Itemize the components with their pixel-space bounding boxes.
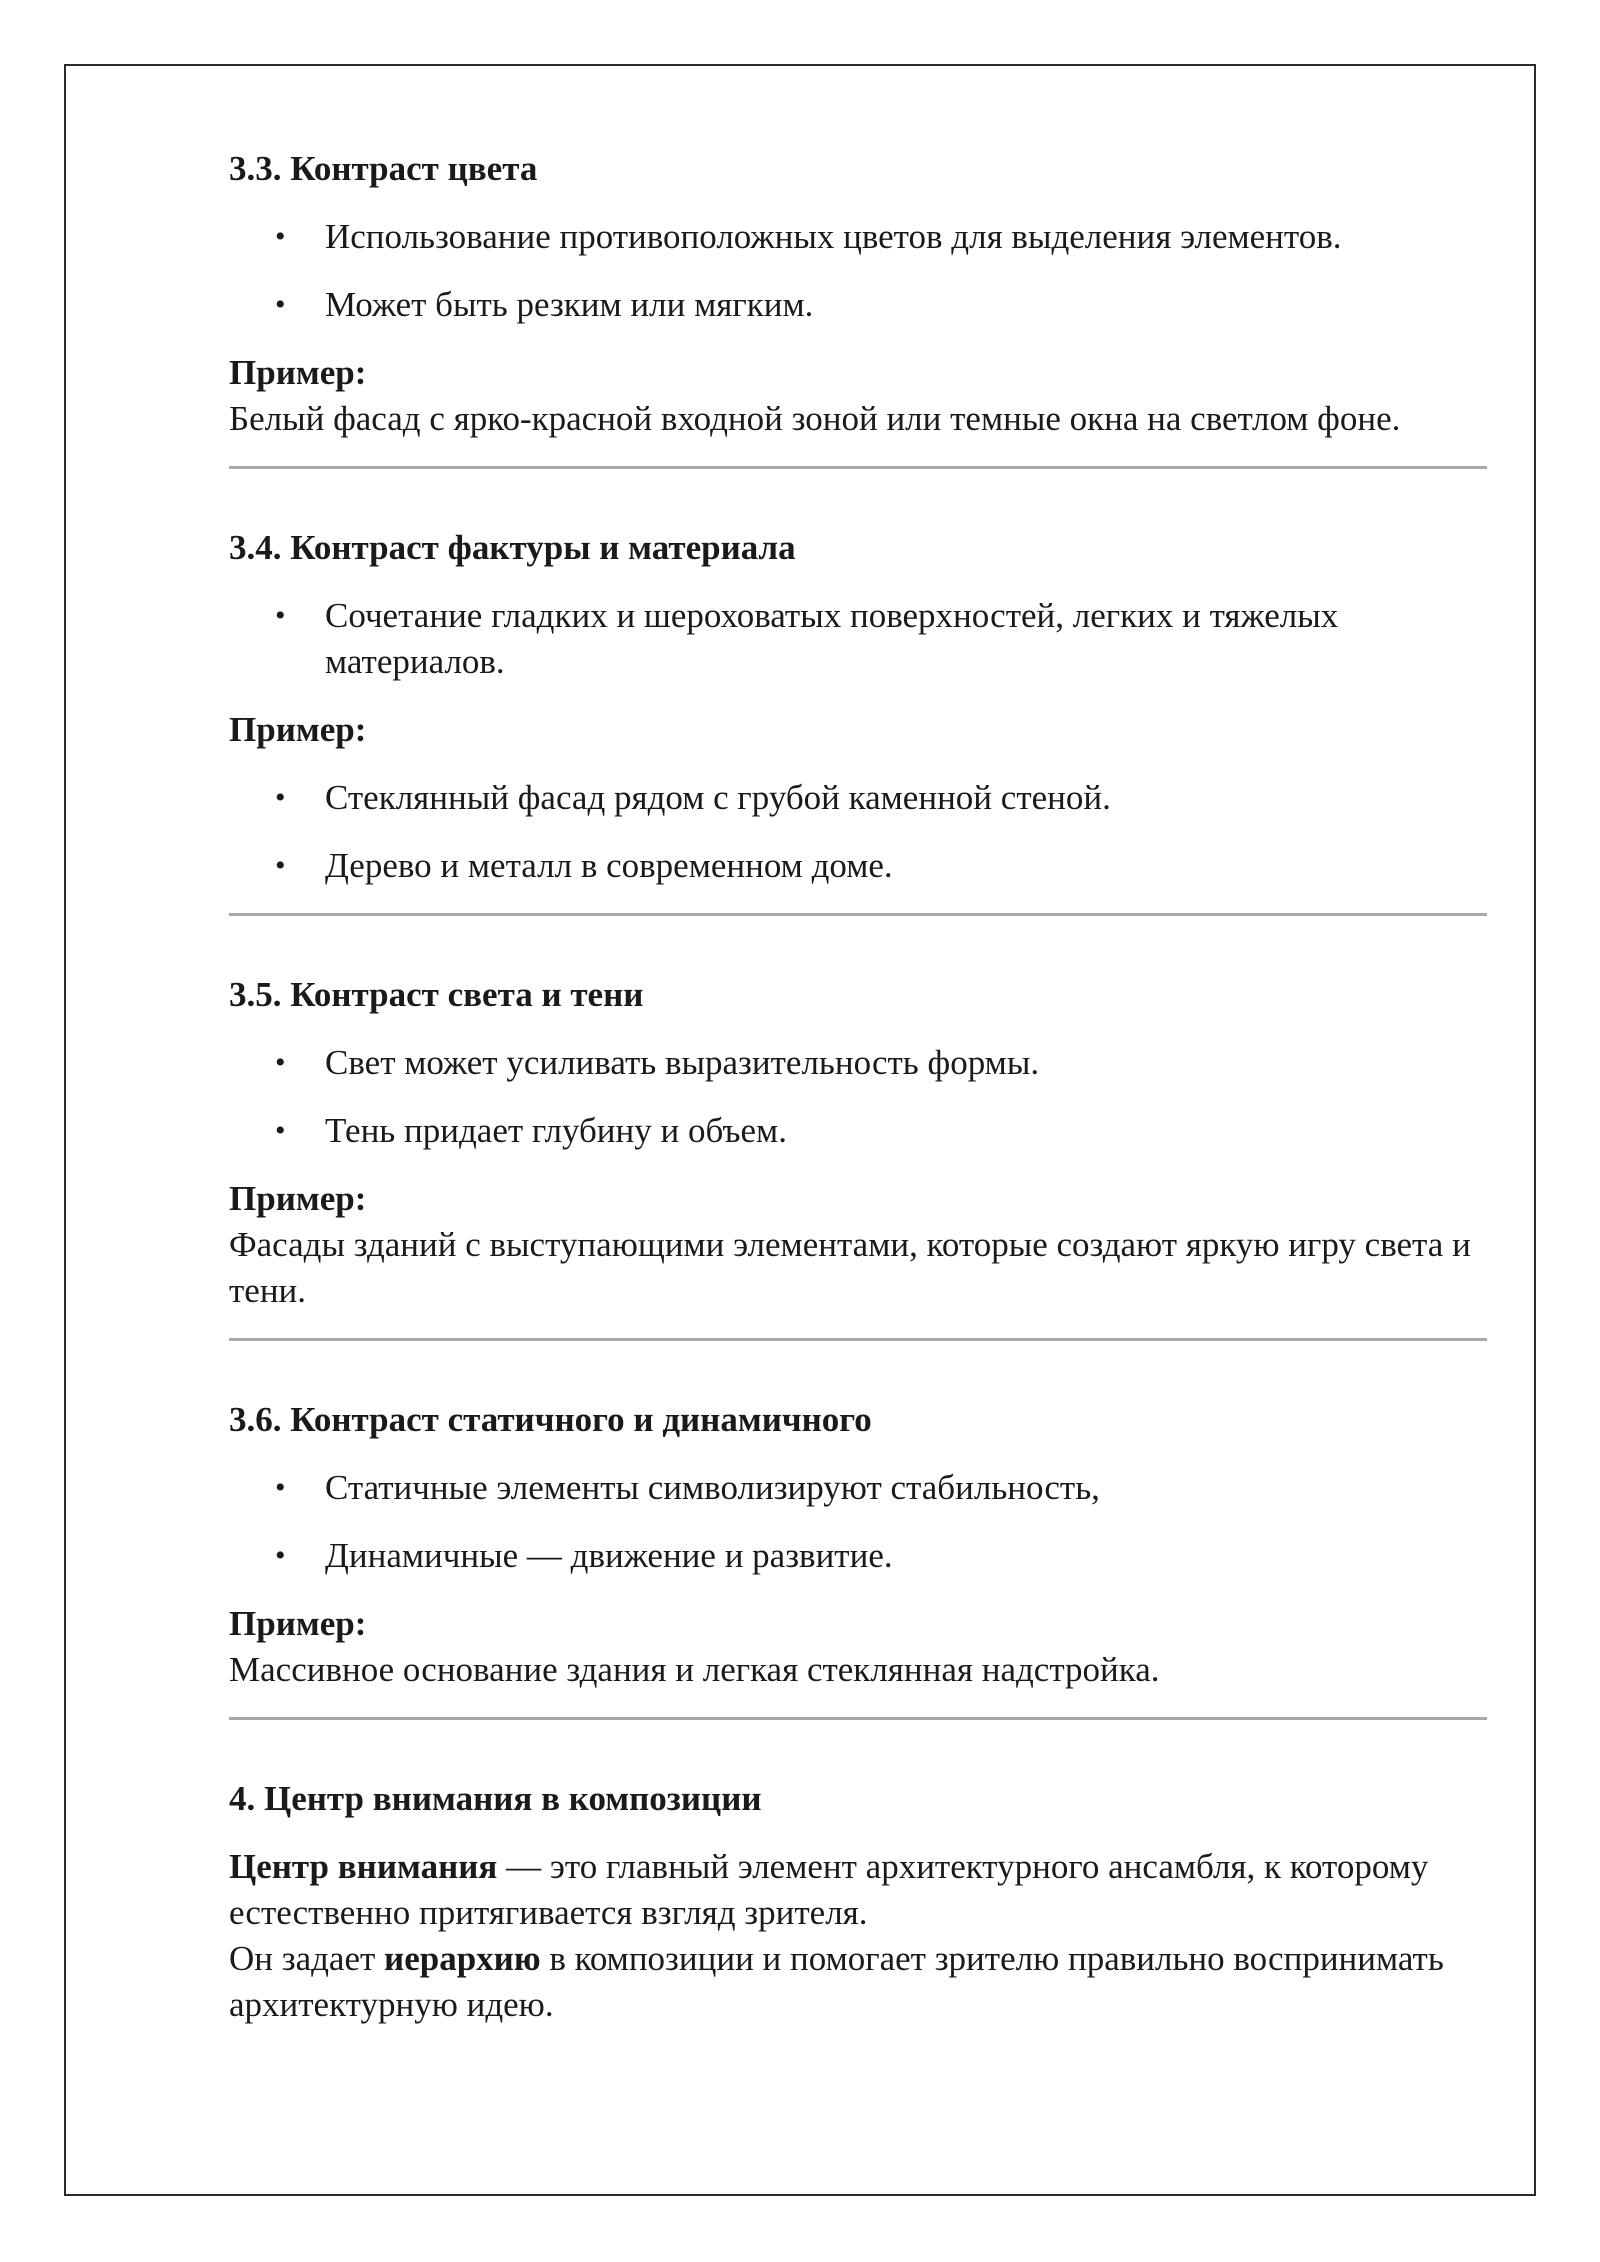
section-title: 4. Центр внимания в композиции — [229, 1779, 762, 1818]
hierarchy-paragraph: Он задает иерархию в композиции и помогает зрителю правильно воспринимать архитектурную идею. — [229, 1939, 1444, 2024]
list-item: • Динамичные — движение и развитие. — [325, 1533, 1487, 1579]
list-item: • Свет может усиливать выразительность формы. — [325, 1040, 1487, 1086]
divider — [229, 466, 1487, 469]
bullet-icon: • — [275, 220, 286, 253]
bullet-list — [229, 1040, 1487, 1154]
example-bullet-list — [229, 775, 1487, 889]
section-3-3 — [229, 146, 1487, 442]
bullet-icon: • — [275, 1046, 286, 1079]
list-item: • Сочетание гладких и шероховатых поверхностей, легких и тяжелых материалов. — [325, 593, 1487, 685]
example-text: Фасады зданий с выступающими элементами, которые создают яркую игру света и тени. — [229, 1225, 1471, 1310]
example-text: Массивное основание здания и легкая стеклянная надстройка. — [229, 1650, 1160, 1689]
bullet-icon: • — [275, 288, 286, 321]
list-item: • Статичные элементы символизируют стабильность, — [325, 1465, 1487, 1511]
example-text: Белый фасад с ярко-красной входной зоной или темные окна на светлом фоне. — [229, 399, 1401, 438]
section-title: 3.6. Контраст статичного и динамичного — [229, 1400, 872, 1439]
list-item: • Дерево и металл в современном доме. — [325, 843, 1487, 889]
section-3-6 — [229, 1397, 1487, 1693]
term-bold: иерархию — [384, 1939, 541, 1978]
divider — [229, 913, 1487, 916]
list-item: • Может быть резким или мягким. — [325, 282, 1487, 328]
bullet-list — [229, 1465, 1487, 1579]
list-item: • Стеклянный фасад рядом с грубой каменной стеной. — [325, 775, 1487, 821]
bullet-icon: • — [275, 1114, 286, 1147]
bullet-icon: • — [275, 781, 286, 814]
section-title: 3.3. Контраст цвета — [229, 149, 538, 188]
bullet-list — [229, 593, 1487, 685]
section-title: 3.4. Контраст фактуры и материала — [229, 528, 796, 567]
list-item: • Тень придает глубину и объем. — [325, 1108, 1487, 1154]
example-label: Пример: — [229, 710, 367, 749]
example-label: Пример: — [229, 1604, 367, 1643]
bullet-icon: • — [275, 1539, 286, 1572]
divider — [229, 1717, 1487, 1720]
section-4 — [229, 1776, 1487, 2028]
bullet-list — [229, 214, 1487, 328]
bullet-icon: • — [275, 1471, 286, 1504]
example-label: Пример: — [229, 1179, 367, 1218]
section-title: 3.5. Контраст света и тени — [229, 975, 644, 1014]
document-content — [229, 146, 1487, 2028]
section-3-4 — [229, 525, 1487, 889]
bullet-icon: • — [275, 849, 286, 882]
section-3-5 — [229, 972, 1487, 1314]
example-label: Пример: — [229, 353, 367, 392]
definition-paragraph: Центр внимания — это главный элемент архитектурного ансамбля, к которому естественно притягивается взгляд зрителя. — [229, 1847, 1429, 1932]
bullet-icon: • — [275, 599, 286, 632]
list-item: • Использование противоположных цветов для выделения элементов. — [325, 214, 1487, 260]
divider — [229, 1338, 1487, 1341]
term-bold: Центр внимания — [229, 1847, 498, 1886]
